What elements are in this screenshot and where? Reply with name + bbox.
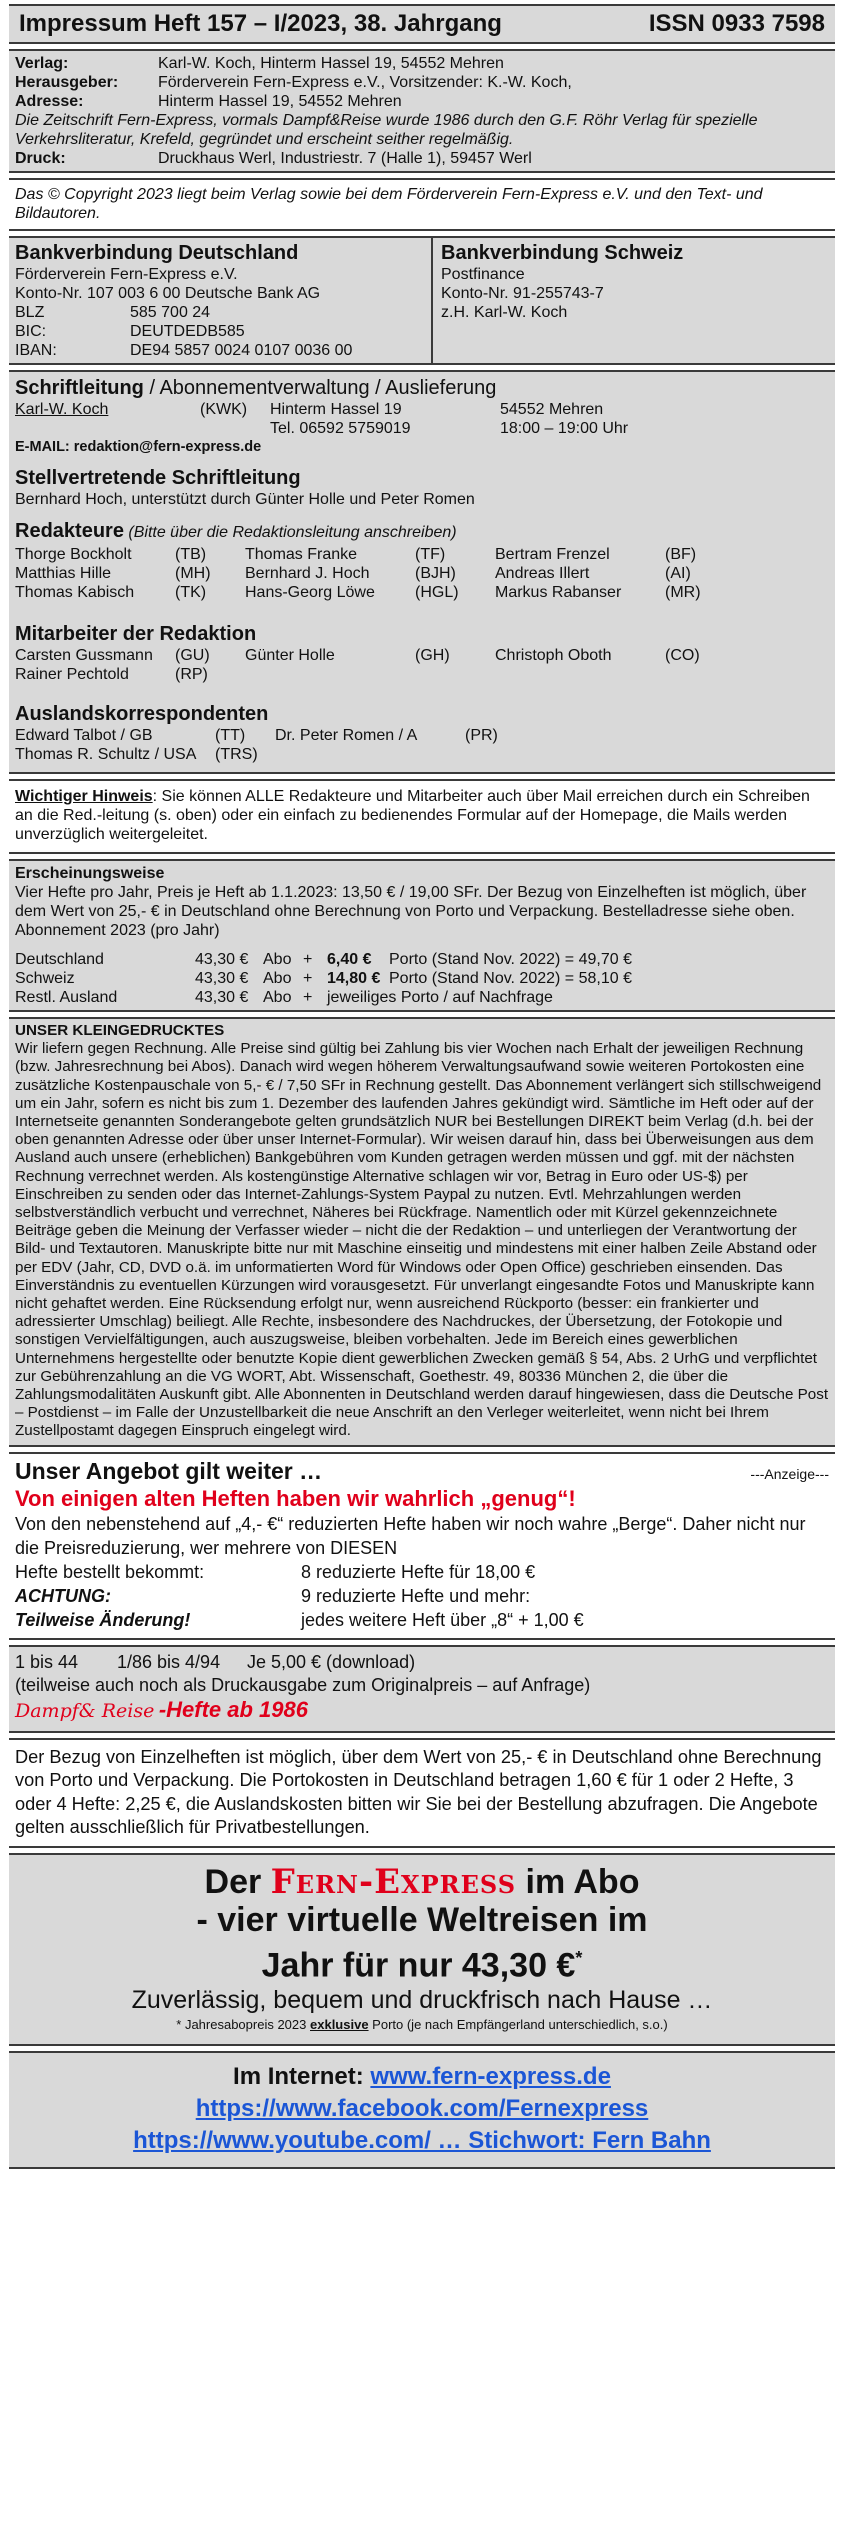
corr-abbr: (PR)	[465, 727, 498, 744]
editorial-box	[9, 370, 835, 774]
single-issues-box	[9, 1738, 835, 1848]
bic-value: DEUTDEDB585	[130, 323, 245, 340]
staff-list	[15, 646, 829, 684]
staff-name: Günter Holle	[245, 647, 335, 664]
abo-ad-price: Jahr für nur 43,30 €	[261, 1946, 576, 1984]
fineprint-text: Wir liefern gegen Rechnung. Alle Preise sind gültig bei Zahlung bis vier Wochen nach Erhalt der jeweiligen Rechnung (bzw. Jahresrechnung bei Abos). Danach wird wegen höherem Verwaltungsaufwand sowie weiteren Portokosten eine zusätzliche Kostenpauschale von 5,- € / 7,50 SFr in Rechnung gestellt. Das Abonnement verlängert sich stillschweigend um ein Jahr, sofern es nicht bis zum 1. Dezember des laufenden Jahres gekündigt wird. Sämtliche im Heft oder auf der Internetseite genannten Sonderangebote gelten grundsätzlich NUR bei Bestellungen DIREKT beim Verlag (d.h. bei der oben genannten Adresse oder über unser Internet-Formular). Wir weisen darauf hin, dass bei Überweisungen aus dem Ausland auch unsere (erheblichen) Bankgebühren vom Kunden getragen werden müssen und ggf. mit der nächsten Rechnung verrechnet werden. Als kostengünstige Alternative schlagen wir vor, Betrag in Euro oder US-$) per Einschreiben zu senden oder das Internet-Zahlungs-System Paypal zu nutzen. Evtl. Mehrzahlungen werden selbstverständlich verbucht und verrechnet, Näheres bei Rückfrage. Namentlich oder mit Kürzel gekennzeichnete Beiträge geben die Meinung der Verfasser wieder – nicht die der Redaktion – und unterliegen der Verantwortung der Bild- und Textautoren. Manuskripte bitte nur mit Maschine einseitig und mindestens mit einer halben Zeile Abstand oder per EDV (Jahr, CD, DVD o.ä. im unformatierten Word für Windows oder Open Office) geschrieben einsenden. Das Einverständnis zu eventuellen Kürzungen wird vorausgesetzt. Für unverlangt eingesandte Fotos und Manuskripte kann nicht gehaftet werden. Eine Rücksendung erfolgt nur, wenn ausreichend Rückporto (besser: ein frankierter und adressierter Umschlag) beiliegt. Alle Rechte, insbesondere des Nachdruckes, der Übersetzung, der Fotokopie und sonstigen Vervielfältigungen, auch auszugsweise, bleiben vorbehalten. Jede im Bereich eines gewerblichen Unternehmens hergestellte oder benutzte Kopie dient gewerblichen Zwecken gemäß § 54, Abs. 2 UrhG und verpflichtet zur Gebührenzahlung an die VG WORT, Abt. Wissenschaft, Goethestr. 49, 80336 München 2, die über die Zahlungsmodalitäten Auskunft gibt. Alle Abonnenten in Deutschland werden darauf hingewiesen, dass die Deutsche Post – Postdienst – im Falle der Unzustellbarkeit die neue Anschrift an den Verleger weiterleitet, wenn nicht bei Ihrem Zustellpostamt dagegen Einspruch eingelegt wird.	[15, 1040, 829, 1440]
subscription-title: Erscheinungsweise	[15, 865, 165, 882]
editorial-title	[15, 376, 829, 400]
notice-box	[9, 779, 835, 854]
editor-name: Matthias Hille	[15, 565, 112, 582]
iban-value: DE94 5857 0024 0107 0036 00	[130, 342, 353, 359]
country: Restl. Ausland	[15, 989, 118, 1006]
publisher-box	[9, 49, 835, 173]
back-issues-box	[9, 1645, 835, 1733]
history-note: Die Zeitschrift Fern-Express, vormals Dampf&Reise wurde 1986 durch den G.F. Röhr Verlag für spezielle Verkehrsliteratur, Krefeld, gegründet und erscheint seither regelmäßig.	[15, 112, 758, 148]
editors-list	[15, 545, 829, 602]
issue-price: Je 5,00 € (download)	[247, 1651, 416, 1672]
copyright-box: Das © Copyright 2023 liegt beim Verlag sowie bei dem Förderverein Fern-Express e.V. und den Text- und Bildautoren.	[9, 178, 835, 231]
plus-sign: +	[303, 989, 313, 1006]
editorial-email: E-MAIL: redaktion@fern-express.de	[15, 439, 262, 455]
internet-line	[15, 2061, 829, 2093]
offer-box	[9, 1452, 835, 1640]
address-row	[15, 92, 829, 111]
issn: ISSN 0933 7598	[648, 10, 825, 37]
single-issues-text: Der Bezug von Einzelheften ist möglich, über dem Wert von 25,- € in Deutschland ohne Berechnung von Porto und Verpackung. Die Portokosten in Deutschland betragen 1,60 € für 1 oder 2 Hefte, 3 oder 4 Hefte: 2,25 €, die Auslandskosten bitten wir Sie bei der Bestellung abzufragen. Die Angebote gelten ausschließlich für Privatbestellungen.	[15, 1746, 822, 1838]
iban-label: IBAN:	[15, 342, 57, 359]
back-issues-row	[15, 1651, 829, 1674]
chief-editor-hours: 18:00 – 19:00 Uhr	[500, 420, 629, 437]
fern-express-logo: Fern-Express	[270, 1861, 517, 1902]
staff-name: Christoph Oboth	[495, 647, 612, 664]
corr-name: Dr. Peter Romen / A	[275, 727, 418, 744]
offer-title: Unser Angebot gilt weiter …	[15, 1457, 323, 1484]
corr-list	[15, 726, 829, 764]
dampf-reise-logo: Dampf& Reise	[15, 1699, 155, 1722]
editor-abbr: (BJH)	[415, 565, 456, 582]
subscription-table	[15, 950, 829, 1007]
chief-editor-name: Karl-W. Koch	[15, 401, 109, 418]
youtube-link[interactable]: https://www.youtube.com/ … Stichwort: Fern Bahn	[133, 2127, 711, 2154]
abo-ad-line2: - vier virtuelle Weltreisen im	[196, 1900, 648, 1939]
bank-switzerland-title: Bankverbindung Schweiz	[441, 242, 684, 264]
staff-abbr: (CO)	[665, 647, 700, 664]
abo-ad-line1	[15, 1863, 829, 1901]
bank-germany-holder: Förderverein Fern-Express e.V.	[15, 266, 238, 283]
staff-abbr: (GH)	[415, 647, 450, 664]
staff-abbr: (RP)	[175, 666, 208, 683]
abo-ad-line3	[15, 1939, 829, 1984]
editor-abbr: (MH)	[175, 565, 211, 582]
editor-name: Hans-Georg Löwe	[245, 584, 375, 601]
publisher-label: Verlag:	[15, 55, 69, 72]
abo-ad-post: im Abo	[525, 1862, 640, 1901]
address-value: Hinterm Hassel 19, 54552 Mehren	[158, 93, 402, 110]
offer-headline: Von einigen alten Heften haben wir wahrlich „genug“!	[15, 1485, 576, 1511]
chief-editor-phone: Tel. 06592 5759019	[270, 420, 411, 437]
abo-ad-line4: Zuverlässig, bequem und druckfrisch nach Hause …	[131, 1986, 713, 2014]
editor-abbr: (TB)	[175, 546, 207, 563]
youtube-line	[15, 2125, 829, 2157]
staff-title: Mitarbeiter der Redaktion	[15, 623, 257, 645]
abo-label: Abo	[263, 970, 292, 987]
offer-warning: ACHTUNG:	[15, 1585, 111, 1606]
bank-switzerland-attn: z.H. Karl-W. Koch	[441, 304, 568, 321]
editorial-title-bold: Schriftleitung	[15, 377, 144, 399]
blz-value: 585 700 24	[130, 304, 211, 321]
plus-sign: +	[303, 970, 313, 987]
chief-editor-street: Hinterm Hassel 19	[270, 401, 402, 418]
editor-abbr: (TK)	[175, 584, 207, 601]
internet-label: Im Internet:	[233, 2063, 364, 2090]
corr-abbr: (TRS)	[215, 746, 258, 763]
porto-rest: Porto (Stand Nov. 2022) = 58,10 €	[389, 970, 632, 987]
abo-price: 43,30 €	[195, 951, 249, 968]
abo-ad-box	[9, 1853, 835, 2046]
bank-switzerland	[433, 238, 691, 363]
abo-price: 43,30 €	[195, 970, 249, 987]
print-label: Druck:	[15, 150, 66, 167]
address-label: Adresse:	[15, 93, 84, 110]
corr-abbr: (TT)	[215, 727, 246, 744]
corr-name: Thomas R. Schultz / USA	[15, 746, 197, 763]
editor-abbr: (MR)	[665, 584, 701, 601]
abo-price: 43,30 €	[195, 989, 249, 1006]
abo-label: Abo	[263, 951, 292, 968]
staff-name: Rainer Pechtold	[15, 666, 129, 683]
abo-ad-footnote	[15, 2016, 829, 2034]
chief-editor-abbr: (KWK)	[200, 401, 248, 418]
footnote-pre: * Jahresabopreis 2023	[176, 2017, 307, 2032]
editors-title: Redakteure	[15, 520, 124, 542]
deputy-text: Bernhard Hoch, unterstützt durch Günter Holle und Peter Romen	[15, 491, 475, 508]
bic-label: BIC:	[15, 323, 47, 340]
porto-rest-full: jeweiliges Porto / auf Nachfrage	[327, 989, 553, 1006]
editor-value: Förderverein Fern-Express e.V., Vorsitzender: K.-W. Koch,	[158, 74, 572, 91]
issue-range: 1 bis 44	[15, 1651, 79, 1672]
bank-switzerland-account: Konto-Nr. 91-255743-7	[441, 285, 604, 302]
ad-tag: ---Anzeige---	[750, 1465, 829, 1482]
abo-label: Abo	[263, 989, 292, 1006]
bank-germany	[9, 238, 433, 363]
country: Schweiz	[15, 970, 75, 987]
staff-name: Carsten Gussmann	[15, 647, 153, 664]
impressum-header	[9, 4, 835, 44]
fineprint-box	[9, 1017, 835, 1447]
publisher-row	[15, 54, 829, 73]
bank-germany-account: Konto-Nr. 107 003 6 00 Deutsche Bank AG	[15, 285, 321, 302]
bank-switzerland-holder: Postfinance	[441, 266, 525, 283]
facebook-link[interactable]: https://www.facebook.com/Fernexpress	[195, 2095, 649, 2122]
editor-label: Herausgeber:	[15, 74, 119, 91]
print-value: Druckhaus Werl, Industriestr. 7 (Halle 1), 59457 Werl	[158, 150, 532, 167]
blz-label: BLZ	[15, 304, 45, 321]
country: Deutschland	[15, 951, 104, 968]
editorial-title-rest: / Abonnementverwaltung / Auslieferung	[143, 377, 497, 399]
back-issues-brand	[15, 1697, 829, 1726]
issue-years: 1/86 bis 4/94	[117, 1651, 221, 1672]
plus-sign: +	[303, 951, 313, 968]
back-issues-note: (teilweise auch noch als Druckausgabe zum Originalpreis – auf Anfrage)	[15, 1674, 591, 1695]
corr-name: Edward Talbot / GB	[15, 727, 153, 744]
editor-abbr: (TF)	[415, 546, 446, 563]
notice-label: Wichtiger Hinweis	[15, 788, 153, 805]
editor-row	[15, 73, 829, 92]
corr-title: Auslandskorrespondenten	[15, 703, 269, 725]
offer-row-right: 9 reduzierte Hefte und mehr:	[301, 1585, 531, 1606]
editor-name: Bertram Frenzel	[495, 546, 610, 563]
offer-header	[15, 1458, 829, 1485]
internet-box	[9, 2051, 835, 2169]
website-link[interactable]: www.fern-express.de	[370, 2063, 611, 2090]
porto-value: 6,40 €	[327, 951, 372, 968]
editor-name: Thomas Franke	[245, 546, 358, 563]
editor-abbr: (AI)	[665, 565, 691, 582]
offer-row-right: 8 reduzierte Hefte für 18,00 €	[301, 1561, 536, 1582]
bank-germany-title: Bankverbindung Deutschland	[15, 242, 299, 264]
editorial-contact	[15, 400, 829, 438]
offer-row-left: Hefte bestellt bekommt:	[15, 1561, 205, 1582]
abo-ad-star: *	[575, 1947, 583, 1968]
subscription-text: Vier Hefte pro Jahr, Preis je Heft ab 1.1.2023: 13,50 € / 19,00 SFr. Der Bezug von Einzelheften ist möglich, über dem Wert von 25,- € in Deutschland ohne Berechnung von Porto und Verpackung. Bestelladresse siehe oben. Abonnement 2023 (pro Jahr)	[15, 884, 807, 939]
offer-text: Von den nebenstehend auf „4,- €“ reduzierten Hefte haben wir noch wahre „Berge“. Daher nicht nur die Preisreduzierung, wer mehrere von DIESEN	[15, 1513, 806, 1558]
subscription-box	[9, 859, 835, 1012]
editor-name: Thomas Kabisch	[15, 584, 135, 601]
staff-abbr: (GU)	[175, 647, 210, 664]
editors-note: (Bitte über die Redaktionsleitung anschreiben)	[128, 524, 457, 541]
footnote-exclusive: exklusive	[310, 2017, 369, 2032]
chief-editor-city: 54552 Mehren	[500, 401, 604, 418]
publisher-value: Karl-W. Koch, Hinterm Hassel 19, 54552 Mehren	[158, 55, 504, 72]
offer-change: Teilweise Änderung!	[15, 1609, 191, 1630]
editor-name: Bernhard J. Hoch	[245, 565, 370, 582]
fineprint-title: UNSER KLEINGEDRUCKTES	[15, 1022, 225, 1039]
editor-abbr: (BF)	[665, 546, 697, 563]
bank-germany-codes	[15, 303, 425, 360]
notice-text: : Sie können ALLE Redakteure und Mitarbeiter auch über Mail erreichen durch ein Schreiben an die Red.-leitung (s. oben) oder ein einfach zu bedienendes Formular auf der Homepage, die Mails werden unverzüglich weitergeleitet.	[15, 788, 810, 843]
offer-table	[15, 1560, 829, 1632]
offer-row-right: jedes weitere Heft über „8“ + 1,00 €	[301, 1609, 584, 1630]
editor-abbr: (HGL)	[415, 584, 459, 601]
bank-box	[9, 236, 835, 365]
editors-heading	[15, 519, 829, 545]
footnote-post: Porto (je nach Empfängerland unterschiedlich, s.o.)	[372, 2017, 668, 2032]
porto-rest: Porto (Stand Nov. 2022) = 49,70 €	[389, 951, 632, 968]
deputy-title: Stellvertretende Schriftleitung	[15, 467, 301, 489]
print-row	[15, 149, 829, 168]
editor-name: Andreas Illert	[495, 565, 590, 582]
page-title: Impressum Heft 157 – I/2023, 38. Jahrgang	[19, 10, 502, 37]
impressum-page	[9, 4, 835, 2169]
facebook-line	[15, 2093, 829, 2125]
porto-value: 14,80 €	[327, 970, 381, 987]
brand-tail: -Hefte ab 1986	[158, 1696, 308, 1722]
abo-ad-pre: Der	[204, 1862, 262, 1901]
editor-name: Thorge Bockholt	[15, 546, 132, 563]
editor-name: Markus Rabanser	[495, 584, 622, 601]
